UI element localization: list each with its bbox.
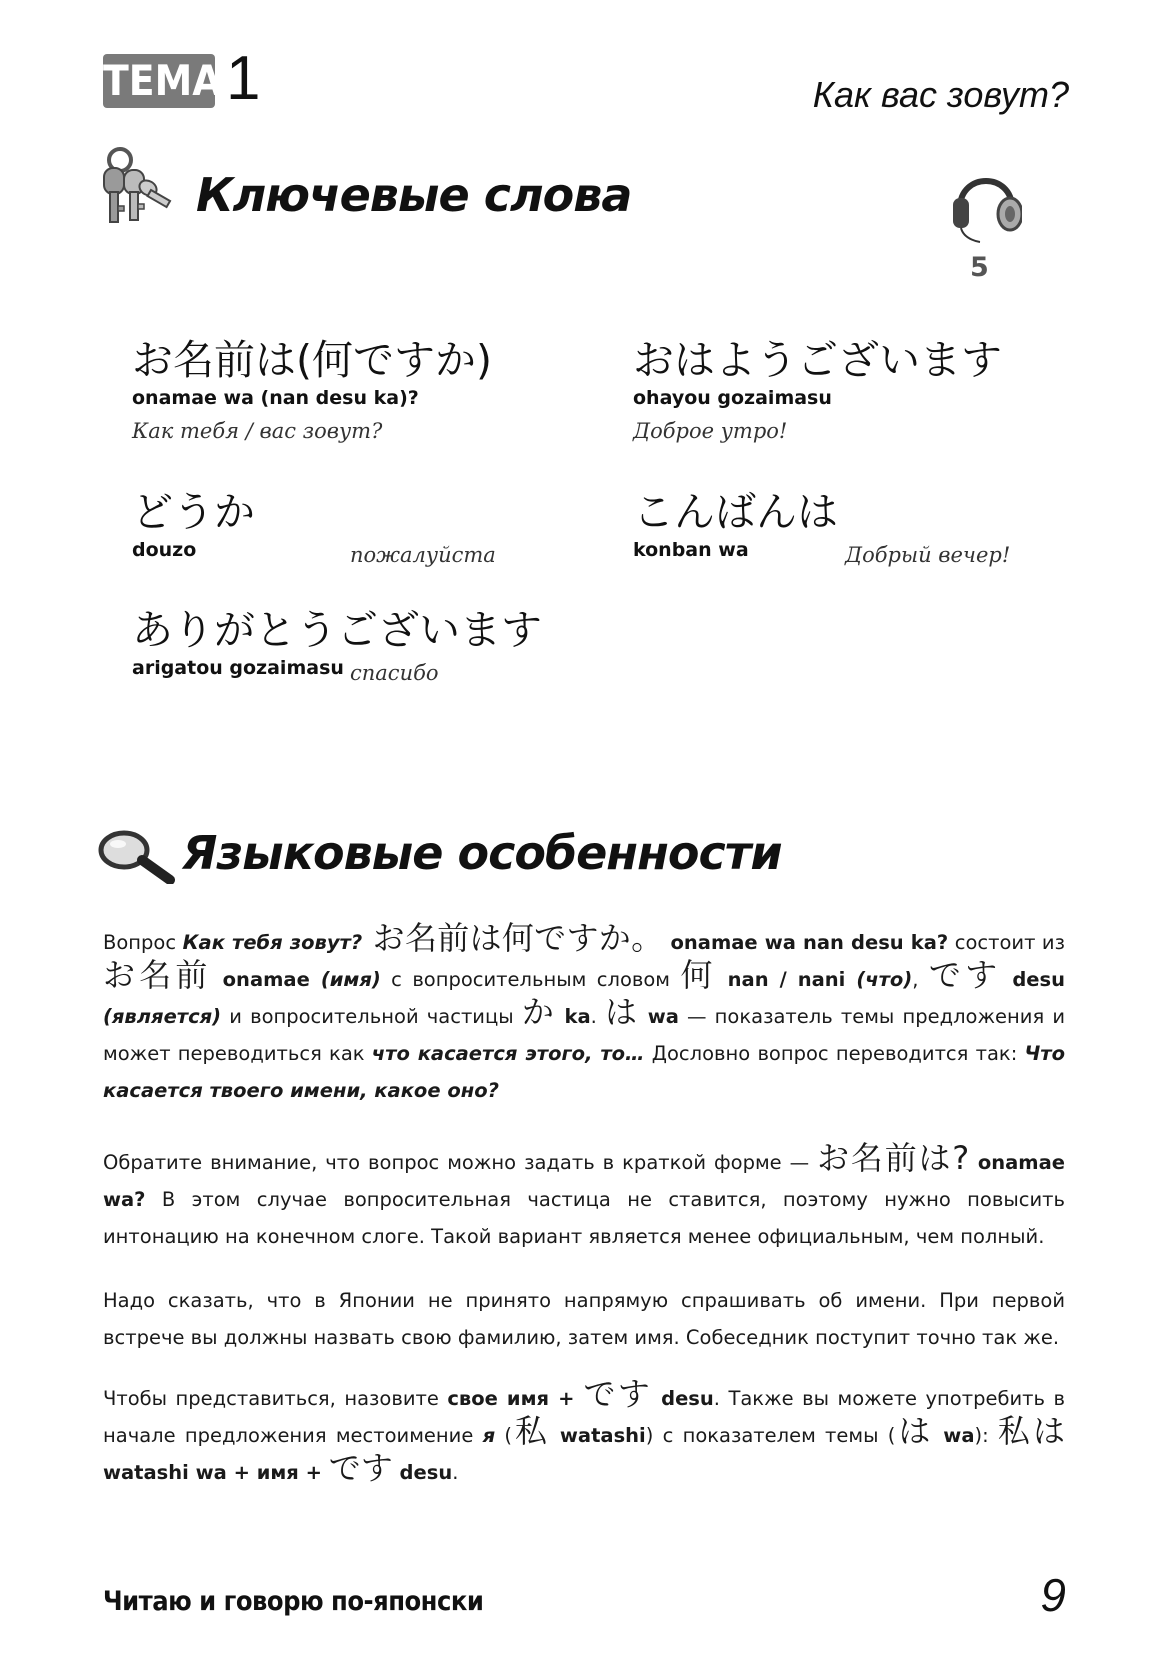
keyword-translation: Доброе утро! [633,419,788,443]
keyword-item [633,336,1002,444]
features-section-title: Языковые особенности [182,826,782,880]
keyword-romaji: ohayou gozaimasu [633,387,832,409]
keywords-section-title: Ключевые слова [196,168,632,222]
headphones-icon [950,160,1022,248]
keyword-item [132,606,542,680]
keyword-translation: спасибо [350,661,439,685]
page-number: 9 [1040,1569,1066,1621]
keyword-translation: пожалуйста [350,543,496,567]
features-paragraph: Надо сказать, что в Японии не принято напрямую спрашивать об имени. При первой встрече вы должны назвать свою фамилию, затем имя. Собеседник поступит точно так же. [103,1289,1065,1349]
topic-badge: ТЕМА [103,54,215,108]
keyword-japanese: ありがとうございます [132,606,542,654]
keyword-japanese: お名前は(何ですか) [132,336,492,384]
keyword-japanese: どうか [132,488,255,536]
keyword-romaji: onamae wa (nan desu ka)? [132,387,419,409]
features-paragraph: Чтобы представиться, назовите свое имя + です desu. Также вы можете употребить в начале предложения местоимение я (私 watashi) с показателем темы (は wa): 私は watashi wa + имя + です desu. [103,1375,1065,1487]
keyword-japanese: こんばんは [633,488,838,536]
keyword-romaji: konban wa [633,539,749,561]
keyword-japanese: おはようございます [633,336,1002,384]
keys-icon [96,146,176,228]
magnifier-icon [98,828,176,884]
features-paragraph: Вопрос Как тебя зовут? お名前は何ですか。 onamae wa nan desu ka? состоит из お名前 onamae (имя) с вопросительным словом 何 nan / nani (что), です desu (является) и вопросительной частицы か ka. は wa — показатель темы предложения и может переводиться как что касается этого, то… Дословно вопрос переводится так: Что касается твоего имени, какое оно? [103,919,1065,1102]
keyword-romaji: arigatou gozaimasu [132,657,344,679]
keyword-item [633,488,838,562]
book-title-footer: Читаю и говорю по-японски [103,1586,484,1617]
keyword-item [132,336,492,444]
keyword-translation: Как тебя / вас зовут? [132,419,383,443]
topic-number: 1 [226,44,261,113]
keyword-translation: Добрый вечер! [845,543,1011,567]
keyword-item [132,488,255,562]
keyword-romaji: douzo [132,539,197,561]
audio-track-number: 5 [970,252,989,283]
page-header-title: Как вас зовут? [812,74,1069,115]
features-paragraph: Обратите внимание, что вопрос можно задать в краткой форме — お名前は? onamae wa? В этом случае вопросительная частица не ставится, поэтому нужно повысить интонацию на конечном слоге. Такой вариант является менее официальным, чем полный. [103,1139,1065,1248]
